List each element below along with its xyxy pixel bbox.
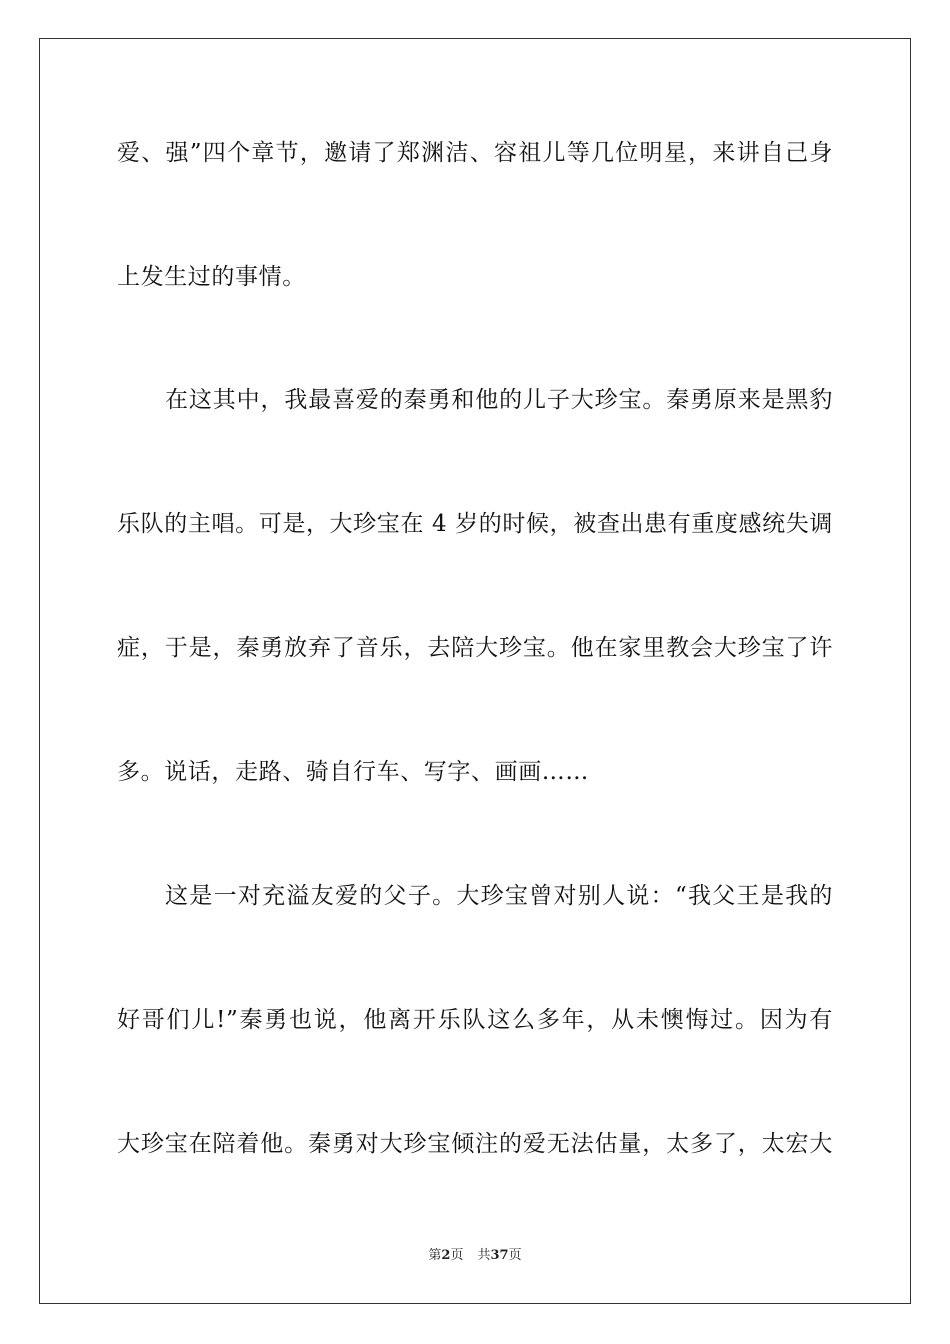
text-line-8: 好哥们儿!”秦勇也说，他离开乐队这么多年，从未懊悔过。因为有 (117, 1007, 833, 1033)
page-footer (0, 1247, 950, 1265)
page-prefix: 第 (428, 1248, 442, 1263)
text-line-9: 大珍宝在陪着他。秦勇对大珍宝倾注的爱无法估量，太多了，太宏大 (117, 1131, 833, 1157)
page-border (39, 38, 911, 1304)
text-line-6: 多。说话，走路、骑自行车、写字、画画…… (117, 759, 589, 785)
total-prefix: 共 (477, 1248, 491, 1263)
text-line-4: 乐队的主唱。可是，大珍宝在 4 岁的时候，被查出患有重度感统失调 (117, 511, 833, 537)
text-line-3: 在这其中，我最喜爱的秦勇和他的儿子大珍宝。秦勇原来是黑豹 (165, 387, 833, 413)
text-line-5: 症，于是，秦勇放弃了音乐，去陪大珍宝。他在家里教会大珍宝了许 (117, 635, 833, 661)
total-suffix: 页 (508, 1248, 522, 1263)
page-number: 2 (441, 1248, 451, 1263)
total-pages: 37 (490, 1248, 509, 1263)
page-suffix: 页 (450, 1248, 464, 1263)
text-line-2: 上发生过的事情。 (117, 264, 306, 290)
text-line-1: 爱、强”四个章节，邀请了郑渊洁、容祖儿等几位明星，来讲自己身 (117, 140, 833, 166)
text-line-7: 这是一对充溢友爱的父子。大珍宝曾对别人说：“我父王是我的 (165, 883, 833, 909)
